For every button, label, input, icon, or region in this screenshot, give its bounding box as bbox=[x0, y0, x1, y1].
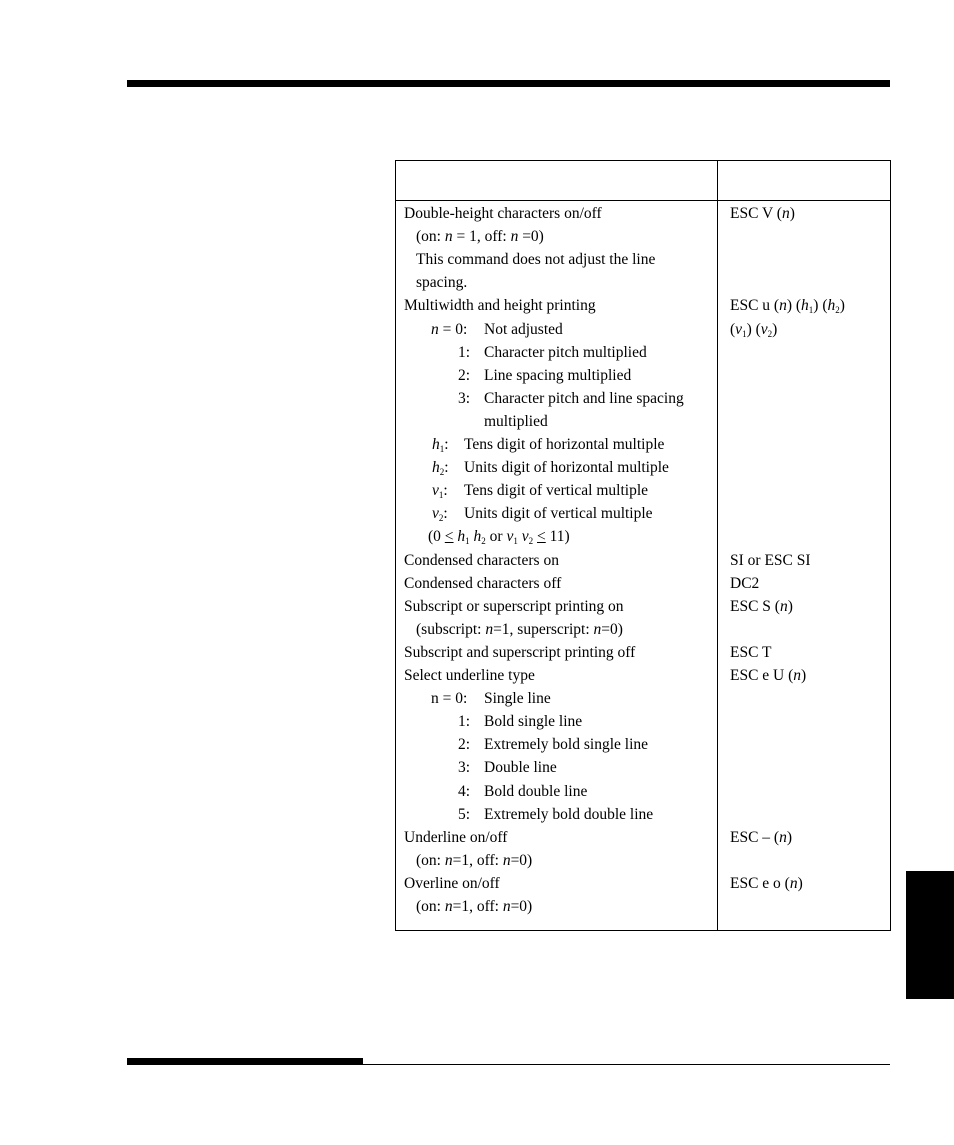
row-label: $v_2$: bbox=[432, 505, 448, 523]
row-text: Character pitch multiplied bbox=[484, 344, 647, 361]
row-text: Select underline type bbox=[404, 667, 535, 684]
column-divider bbox=[717, 161, 718, 930]
row-label: 1: bbox=[458, 344, 471, 361]
row-label: 4: bbox=[458, 783, 471, 800]
row-text: Extremely bold double line bbox=[484, 806, 654, 823]
footer-thin-rule bbox=[363, 1064, 890, 1065]
row-text: Units digit of vertical multiple bbox=[464, 505, 653, 522]
row-text: Double line bbox=[484, 759, 557, 776]
row-text: Subscript and superscript printing off bbox=[404, 644, 636, 661]
chapter-tab bbox=[906, 871, 954, 999]
command-code: SI or ESC SI bbox=[730, 552, 811, 569]
row-text: Condensed characters off bbox=[404, 575, 562, 592]
row-text: (subscript: n=1, superscript: n=0) bbox=[416, 621, 623, 638]
command-code: ESC e o (n) bbox=[730, 875, 803, 892]
row-text: ($0 < h_1$ $h_2$ or $v_1$ $v_2 < 11$) bbox=[428, 528, 570, 546]
row-label: 3: bbox=[458, 759, 471, 776]
header-separator bbox=[395, 200, 891, 201]
row-text: spacing. bbox=[416, 274, 468, 291]
row-text: Tens digit of vertical multiple bbox=[464, 482, 649, 499]
row-text: Multiwidth and height printing bbox=[404, 297, 596, 314]
row-text: Double-height characters on/off bbox=[404, 205, 602, 222]
row-label: $h_1$: bbox=[432, 436, 449, 454]
row-label: 5: bbox=[458, 806, 471, 823]
footer-thick-rule bbox=[127, 1058, 363, 1065]
row-label: n = 0: bbox=[431, 321, 468, 338]
row-text: multiplied bbox=[484, 413, 548, 430]
row-label: 2: bbox=[458, 367, 471, 384]
row-text: Single line bbox=[484, 690, 551, 707]
command-code: ESC V (n) bbox=[730, 205, 795, 222]
row-text: (on: n=1, off: n=0) bbox=[416, 898, 533, 915]
row-text: Subscript or superscript printing on bbox=[404, 598, 624, 615]
row-label: $h_2$: bbox=[432, 459, 449, 477]
row-text: (on: n = 1, off: n =0) bbox=[416, 228, 544, 245]
row-label: 2: bbox=[458, 736, 471, 753]
row-label: n = 0: bbox=[431, 690, 468, 707]
top-rule bbox=[127, 80, 890, 87]
table-left-border bbox=[395, 161, 396, 930]
row-text: Units digit of horizontal multiple bbox=[464, 459, 669, 476]
command-table bbox=[395, 160, 891, 931]
command-code: $(v_1)$ $(v_2)$ bbox=[730, 321, 778, 339]
row-text: Bold double line bbox=[484, 783, 588, 800]
row-label: 3: bbox=[458, 390, 471, 407]
command-code: ESC – (n) bbox=[730, 829, 793, 846]
command-code: ESC u (n) $(h_1)$ $(h_2)$ bbox=[730, 297, 845, 315]
command-code: ESC e U (n) bbox=[730, 667, 807, 684]
command-code: ESC T bbox=[730, 644, 772, 661]
table-right-border bbox=[890, 161, 891, 930]
row-text: Underline on/off bbox=[404, 829, 508, 846]
row-label: 1: bbox=[458, 713, 471, 730]
row-text: Bold single line bbox=[484, 713, 583, 730]
row-text: Overline on/off bbox=[404, 875, 500, 892]
row-text: Character pitch and line spacing bbox=[484, 390, 684, 407]
row-text: Line spacing multiplied bbox=[484, 367, 632, 384]
command-code: DC2 bbox=[730, 575, 760, 592]
row-label: $v_1$: bbox=[432, 482, 448, 500]
row-text: Not adjusted bbox=[484, 321, 563, 338]
row-text: Tens digit of horizontal multiple bbox=[464, 436, 665, 453]
command-code: ESC S (n) bbox=[730, 598, 793, 615]
row-text: This command does not adjust the line bbox=[416, 251, 656, 268]
row-text: Condensed characters on bbox=[404, 552, 559, 569]
row-text: Extremely bold single line bbox=[484, 736, 649, 753]
row-text: (on: n=1, off: n=0) bbox=[416, 852, 533, 869]
